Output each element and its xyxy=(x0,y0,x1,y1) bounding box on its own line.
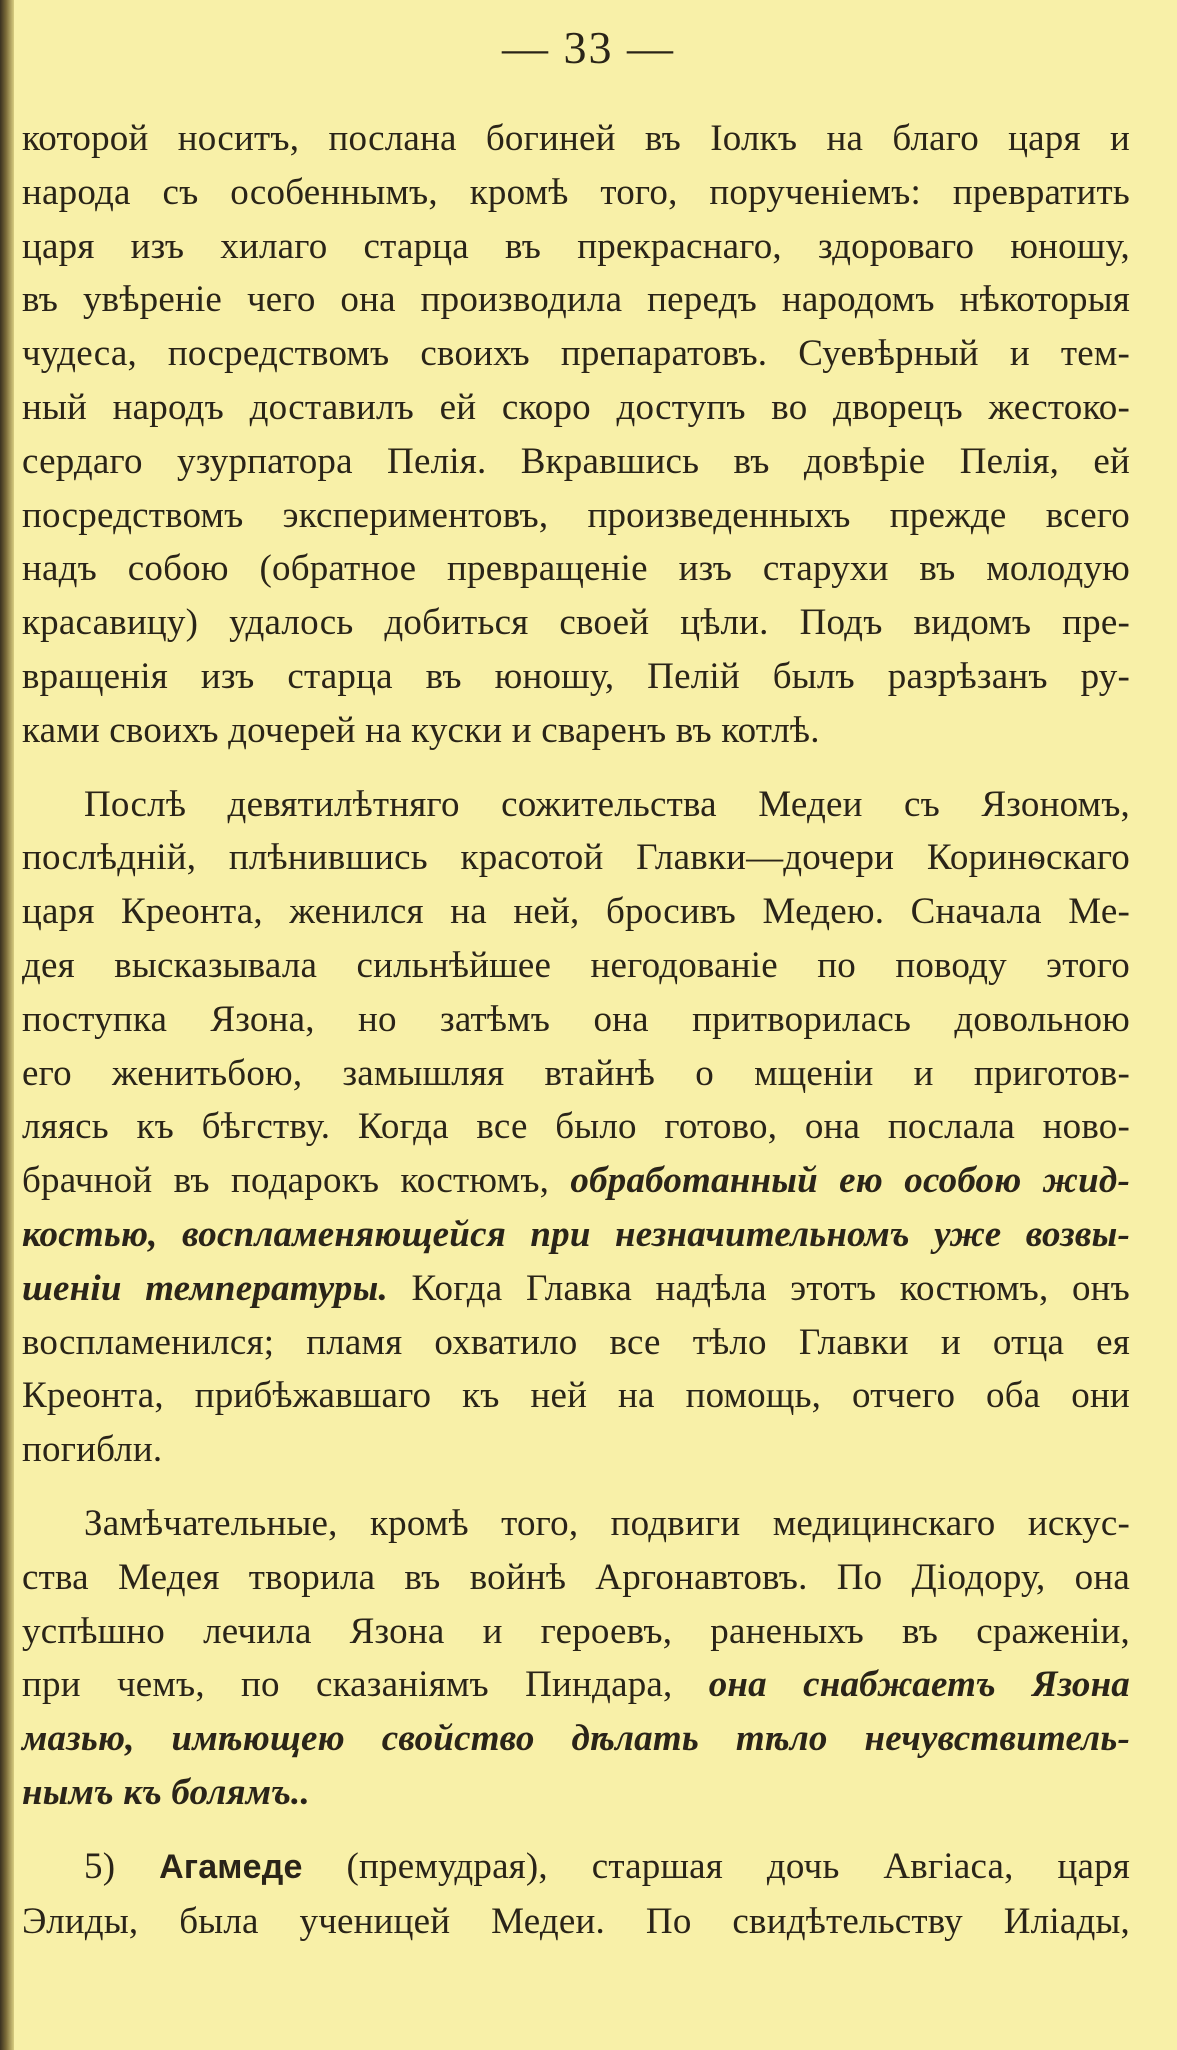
paragraph-4 xyxy=(22,1840,1130,1949)
paragraph-2 xyxy=(22,778,1130,1477)
italic-text-line: костью, воспламеняющейся при незначительномъ уже возвы- xyxy=(22,1213,1130,1255)
text-line: сердаго узурпатора Пелія. Вкравшись въ довѣріе Пелія, ей xyxy=(22,440,1130,482)
text-line: поступка Язона, но затѣмъ она притворилась довольною xyxy=(22,998,1130,1040)
paragraph-3 xyxy=(22,1497,1130,1820)
italic-text-line: нымъ къ болямъ.. xyxy=(22,1771,310,1813)
text-line: дея высказывала сильнѣйшее негодованіе по поводу этого xyxy=(22,944,1130,986)
text-line: Замѣчательные, кромѣ того, подвиги медицинскаго искус- xyxy=(84,1502,1130,1544)
text-line: надъ собою (обратное превращеніе изъ старухи въ молодую xyxy=(22,548,1130,590)
text-line: Креонта, прибѣжавшаго къ ней на помощь, отчего оба они xyxy=(22,1375,1130,1417)
text-line: послѣдній, плѣнившись красотой Главки—дочери Коринѳскаго xyxy=(22,837,1130,879)
text-line: чудеса, посредствомъ своихъ препаратовъ. Суевѣрный и тем- xyxy=(22,333,1130,375)
text-line: воспламенился; пламя охватило все тѣло Главки и отца ея xyxy=(22,1321,1130,1363)
text-line: народа съ особеннымъ, кромѣ того, порученіемъ: превратить xyxy=(22,171,1130,213)
text-line: царя изъ хилаго старца въ прекраснаго, здороваго юношу, xyxy=(22,225,1130,267)
text-line: Элиды, была ученицей Медеи. По свидѣтельству Иліады, xyxy=(22,1900,1130,1942)
page-number: — 33 — xyxy=(502,22,675,73)
text-line: въ увѣреніе чего она производила передъ народомъ нѣкоторыя xyxy=(22,279,1130,321)
text-run: (премудрая), старшая дочь Авгіаса, царя xyxy=(302,1845,1130,1887)
text-line: Послѣ девятилѣтняго сожительства Медеи съ Язономъ, xyxy=(84,783,1130,825)
text-line: погибли. xyxy=(22,1429,163,1471)
text-line: красавицу) удалось добиться своей цѣли. Подъ видомъ пре- xyxy=(22,602,1130,644)
text-line: вращенія изъ старца въ юношу, Пелій былъ разрѣзанъ ру- xyxy=(22,655,1130,697)
text-line: ства Медея творила въ войнѣ Аргонавтовъ. По Діодору, она xyxy=(22,1556,1130,1598)
text-line: посредствомъ экспериментовъ, произведенныхъ прежде всего xyxy=(22,494,1130,536)
italic-text-line: мазью, имѣющею свойство дѣлать тѣло нечувствитель- xyxy=(22,1718,1130,1760)
text-line: ный народъ доставилъ ей скоро доступъ во дворецъ жестоко- xyxy=(22,386,1130,428)
italic-text-run: шеніи температуры. xyxy=(22,1267,388,1309)
text-line: ляясь къ бѣгству. Когда все было готово, она послала ново- xyxy=(22,1106,1130,1148)
text-line xyxy=(22,1262,1130,1316)
italic-text-run: она снабжаетъ Язона xyxy=(708,1664,1131,1706)
text-run: Когда Главка надѣла этотъ костюмъ, онъ xyxy=(387,1267,1130,1309)
text-line: царя Креонта, женился на ней, бросивъ Медею. Сначала Ме- xyxy=(22,891,1130,933)
text-line: его женитьбою, замышляя втайнѣ о мщеніи и приготов- xyxy=(22,1052,1130,1094)
text-line xyxy=(22,1840,1130,1895)
page-binding-edge xyxy=(0,0,14,2050)
text-run: брачной въ подарокъ костюмъ, xyxy=(22,1160,571,1202)
text-line: успѣшно лечила Язона и героевъ, раненыхъ въ сраженіи, xyxy=(22,1610,1130,1652)
text-run: при чемъ, по сказаніямъ Пиндара, xyxy=(22,1664,709,1706)
bold-term: Агамеде xyxy=(159,1847,303,1886)
list-number: 5) xyxy=(84,1845,160,1887)
paragraph-1 xyxy=(22,112,1130,758)
text-line xyxy=(22,1154,1130,1208)
text-line xyxy=(22,1658,1130,1712)
italic-text-run: обработанный ею особою жид- xyxy=(570,1160,1131,1202)
body-text xyxy=(22,112,1130,1948)
text-line: которой носитъ, послана богиней въ Іолкъ на благо царя и xyxy=(22,118,1130,159)
text-line: ками своихъ дочерей на куски и сваренъ въ котлѣ. xyxy=(22,709,820,751)
